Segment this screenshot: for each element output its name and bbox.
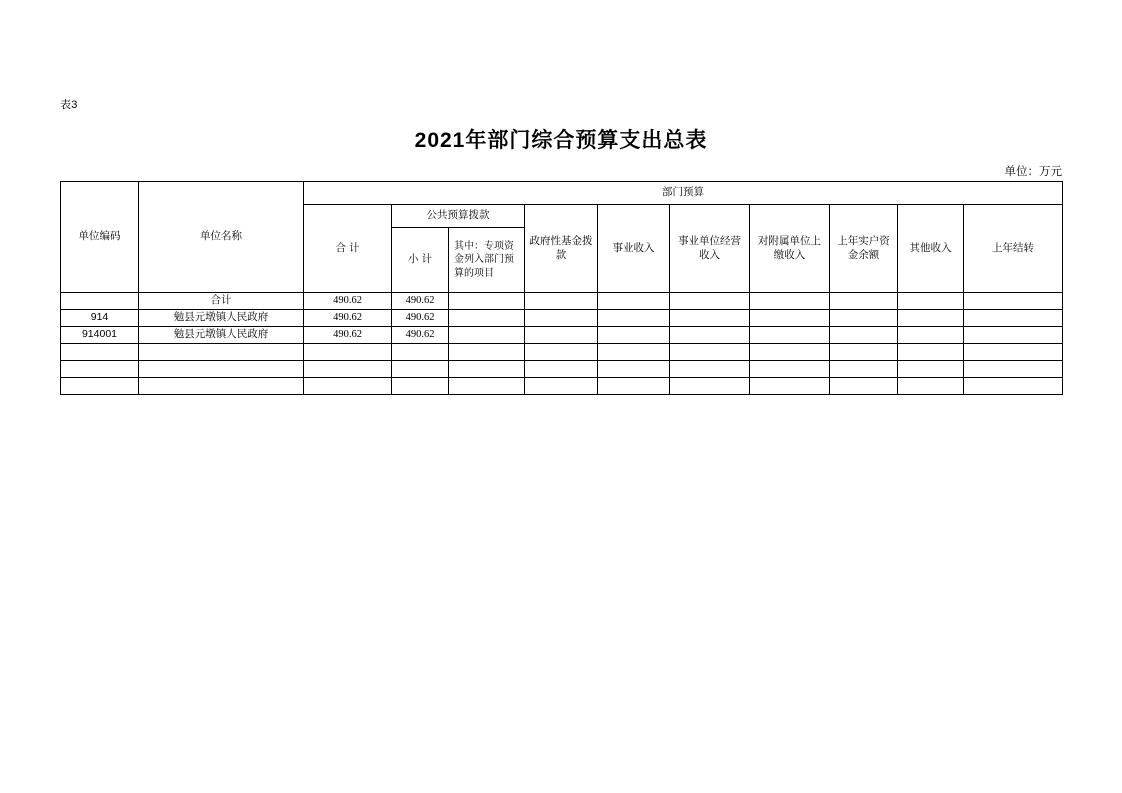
cell-prev-year-actual-balance — [830, 293, 898, 310]
cell-gov-fund — [525, 293, 598, 310]
table-body — [61, 293, 1063, 395]
cell-business-unit-operating-income — [670, 344, 750, 361]
cell-prev-year-carryover — [964, 378, 1063, 395]
cell-special-funds — [449, 310, 525, 327]
unit-note: 单位：万元 — [1004, 166, 1062, 178]
table-row — [61, 293, 1063, 310]
col-header-unit-code: 单位编码 — [61, 182, 139, 293]
cell-subtotal: 490.62 — [392, 293, 449, 310]
cell-gov-fund — [525, 310, 598, 327]
col-header-prev-year-actual-balance: 上年实户资金余额 — [830, 205, 898, 293]
cell-special-funds — [449, 344, 525, 361]
cell-prev-year-actual-balance — [830, 378, 898, 395]
col-header-total: 合 计 — [304, 205, 392, 293]
cell-subordinate-unit-payment — [750, 361, 830, 378]
cell-total: 490.62 — [304, 327, 392, 344]
cell-other-income — [898, 293, 964, 310]
cell-business-income — [598, 361, 670, 378]
cell-unit-name — [139, 344, 304, 361]
cell-business-income — [598, 310, 670, 327]
cell-unit-name — [139, 378, 304, 395]
cell-total — [304, 378, 392, 395]
cell-unit-code: 914 — [61, 310, 139, 327]
cell-subtotal — [392, 344, 449, 361]
cell-subtotal — [392, 361, 449, 378]
cell-unit-code — [61, 293, 139, 310]
table-header — [61, 182, 1063, 293]
cell-total: 490.62 — [304, 310, 392, 327]
cell-business-unit-operating-income — [670, 361, 750, 378]
col-header-special-funds: 其中：专项资金列入部门预算的项目 — [449, 228, 525, 293]
table-row — [61, 378, 1063, 395]
cell-other-income — [898, 378, 964, 395]
cell-unit-code — [61, 378, 139, 395]
col-header-business-unit-operating-income: 事业单位经营收入 — [670, 205, 750, 293]
cell-prev-year-carryover — [964, 293, 1063, 310]
table-row — [61, 310, 1063, 327]
cell-total — [304, 344, 392, 361]
cell-prev-year-carryover — [964, 327, 1063, 344]
cell-unit-code — [61, 344, 139, 361]
col-header-prev-year-carryover: 上年结转 — [964, 205, 1063, 293]
cell-prev-year-carryover — [964, 361, 1063, 378]
cell-subordinate-unit-payment — [750, 378, 830, 395]
cell-gov-fund — [525, 378, 598, 395]
cell-special-funds — [449, 361, 525, 378]
cell-special-funds — [449, 293, 525, 310]
cell-subordinate-unit-payment — [750, 310, 830, 327]
cell-gov-fund — [525, 361, 598, 378]
col-header-business-income: 事业收入 — [598, 205, 670, 293]
cell-prev-year-carryover — [964, 310, 1063, 327]
cell-other-income — [898, 361, 964, 378]
col-header-department-budget-group: 部门预算 — [304, 182, 1063, 205]
cell-special-funds — [449, 327, 525, 344]
cell-business-unit-operating-income — [670, 327, 750, 344]
table-row — [61, 327, 1063, 344]
cell-unit-code: 914001 — [61, 327, 139, 344]
table-row — [61, 344, 1063, 361]
cell-total: 490.62 — [304, 293, 392, 310]
cell-business-income — [598, 344, 670, 361]
cell-subtotal: 490.62 — [392, 327, 449, 344]
cell-unit-name: 勉县元墩镇人民政府 — [139, 310, 304, 327]
cell-business-unit-operating-income — [670, 378, 750, 395]
cell-other-income — [898, 327, 964, 344]
col-header-other-income: 其他收入 — [898, 205, 964, 293]
cell-business-income — [598, 327, 670, 344]
cell-other-income — [898, 344, 964, 361]
cell-prev-year-carryover — [964, 344, 1063, 361]
budget-table — [60, 181, 1063, 395]
cell-business-income — [598, 293, 670, 310]
cell-special-funds — [449, 378, 525, 395]
cell-subtotal — [392, 378, 449, 395]
col-header-subtotal: 小 计 — [392, 228, 449, 293]
cell-subtotal: 490.62 — [392, 310, 449, 327]
cell-gov-fund — [525, 344, 598, 361]
header-row-group — [61, 182, 1063, 205]
cell-gov-fund — [525, 327, 598, 344]
cell-subordinate-unit-payment — [750, 293, 830, 310]
col-header-gov-fund: 政府性基金拨款 — [525, 205, 598, 293]
page-title: 2021年部门综合预算支出总表 — [414, 129, 708, 152]
cell-total — [304, 361, 392, 378]
cell-unit-name: 合计 — [139, 293, 304, 310]
cell-business-income — [598, 378, 670, 395]
cell-business-unit-operating-income — [670, 293, 750, 310]
sheet-tag: 表3 — [60, 99, 78, 111]
cell-unit-name — [139, 361, 304, 378]
cell-unit-name: 勉县元墩镇人民政府 — [139, 327, 304, 344]
col-header-public-budget-group: 公共预算拨款 — [392, 205, 525, 228]
table-row — [61, 361, 1063, 378]
cell-subordinate-unit-payment — [750, 344, 830, 361]
cell-prev-year-actual-balance — [830, 310, 898, 327]
cell-prev-year-actual-balance — [830, 327, 898, 344]
col-header-unit-name: 单位名称 — [139, 182, 304, 293]
col-header-subordinate-unit-payment: 对附属单位上缴收入 — [750, 205, 830, 293]
cell-other-income — [898, 310, 964, 327]
cell-subordinate-unit-payment — [750, 327, 830, 344]
cell-prev-year-actual-balance — [830, 361, 898, 378]
cell-prev-year-actual-balance — [830, 344, 898, 361]
cell-unit-code — [61, 361, 139, 378]
cell-business-unit-operating-income — [670, 310, 750, 327]
